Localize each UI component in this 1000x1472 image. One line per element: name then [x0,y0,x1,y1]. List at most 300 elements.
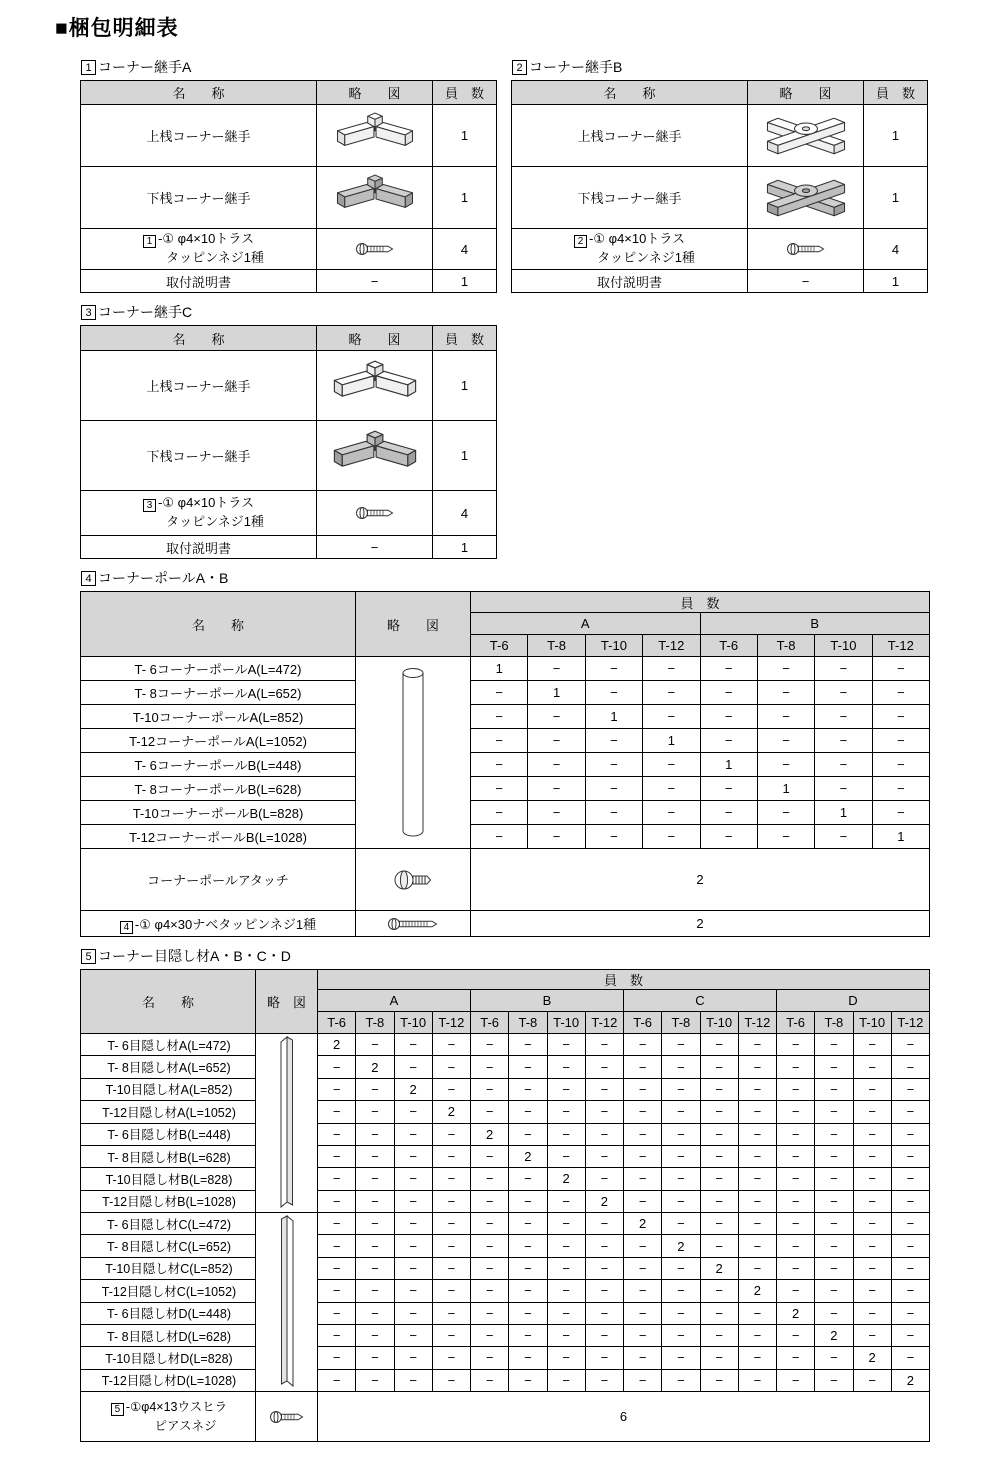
qty-cell: − [643,801,700,825]
size-header: T-8 [528,635,585,657]
part-name-line1 [514,230,745,249]
qty-cell: − [394,1257,432,1279]
qty-cell: − [318,1235,356,1257]
sketch-cell [317,421,433,491]
qty-cell: − [394,1235,432,1257]
part-name-cell: コーナーポールアタッチ [81,849,356,911]
qty-cell: − [700,1369,738,1391]
svg-element [334,173,416,223]
qty-cell: 2 [432,1101,470,1123]
sketch-cell [356,911,471,937]
qty-cell: − [585,1168,623,1190]
qty-cell: − [356,1302,394,1324]
size-header: T-6 [471,1012,509,1034]
sketch-cell [256,1392,318,1442]
tr-element [512,270,928,293]
qty-cell: − [624,1056,662,1078]
g-element [356,508,392,519]
size-header: T-12 [585,1012,623,1034]
qty-cell: − [471,1257,509,1279]
svg-element [274,1213,300,1391]
no-sketch-dash: − [801,273,810,289]
qty-cell: − [509,1168,547,1190]
qty-cell: − [318,1190,356,1212]
column-header: 略 図 [748,81,864,105]
sketch-cell [256,1213,318,1392]
part-name-cell: T-12目隠し材C(L=1052) [81,1280,256,1302]
g-element [337,113,412,145]
qty-cell: 2 [394,1078,432,1100]
qty-cell: − [509,1369,547,1391]
qty-cell: − [394,1302,432,1324]
group-header: B [471,990,624,1012]
ellipse-element [802,126,809,130]
qty-cell: − [662,1078,700,1100]
qty-cell: − [891,1034,929,1056]
svg-element [762,111,850,161]
qty-cell: − [700,1347,738,1369]
qty-cell: − [585,777,642,801]
qty-cell: − [872,705,929,729]
qty-cell: − [738,1235,776,1257]
qty-cell: − [853,1034,891,1056]
qty-cell: − [700,1145,738,1167]
joint-a-lower-sketch [319,173,430,223]
qty-cell: − [662,1369,700,1391]
qty-cell: − [662,1347,700,1369]
sketch-cell [317,229,433,270]
qty-cell: − [547,1101,585,1123]
qty-cell: − [700,801,757,825]
qty-cell: − [853,1056,891,1078]
part-name-cell: 下桟コーナー継手 [512,167,748,229]
g-element [281,1216,293,1386]
qty-cell: − [662,1034,700,1056]
qty-cell: − [432,1302,470,1324]
size-header: T-8 [509,1012,547,1034]
size-header: T-8 [757,635,814,657]
circle-element [787,244,798,255]
qty-cell: − [662,1280,700,1302]
qty-cell: − [777,1168,815,1190]
qty-cell: 1 [433,351,497,421]
qty-cell: 1 [700,753,757,777]
joint-a-upper-sketch [319,111,430,161]
path-element [281,1414,302,1420]
qty-cell: − [509,1257,547,1279]
qty-cell: − [777,1034,815,1056]
qty-cell: − [700,825,757,849]
qty-cell: − [547,1257,585,1279]
svg-element [354,241,396,257]
part-name-line2: タッピンネジ1種 [166,250,264,265]
qty-cell: − [394,1213,432,1235]
ref-sub-number: -① [125,1400,142,1415]
qty-cell: − [356,1235,394,1257]
size-header: T-6 [700,635,757,657]
svg-element [391,866,435,894]
qty-cell: − [318,1056,356,1078]
tr-element [81,1145,930,1167]
qty-cell: − [891,1347,929,1369]
g-element [337,175,412,207]
tr-element [512,229,928,270]
qty-cell: − [528,825,585,849]
ellipse-element [403,668,423,677]
qty-cell: − [700,1101,738,1123]
qty-cell: − [585,1302,623,1324]
size-header: T-12 [738,1012,776,1034]
qty-cell: − [815,1213,853,1235]
qty-cell: − [356,1123,394,1145]
qty-cell: − [547,1324,585,1346]
qty-cell: − [585,1235,623,1257]
qty-cell: − [509,1101,547,1123]
tr-element [81,229,497,270]
g-element [334,361,415,396]
tr-element [81,491,497,536]
qty-cell: − [356,1101,394,1123]
part-name-cell: T-10目隠し材A(L=852) [81,1078,256,1100]
qty-cell: − [509,1123,547,1145]
qty-cell: − [700,777,757,801]
joint-b-upper-sketch [750,111,861,161]
qty-cell: − [394,1056,432,1078]
qty-cell: − [471,1302,509,1324]
part-name-text: φ4×10トラス [608,231,685,247]
part-name-cell: T- 6目隠し材B(L=448) [81,1123,256,1145]
sketch-header: 略 図 [256,970,318,1034]
qty-cell: − [394,1034,432,1056]
qty-cell: − [585,1369,623,1391]
qty-cell: − [738,1190,776,1212]
qty-cell: − [394,1145,432,1167]
qty-cell: 2 [853,1347,891,1369]
screw-pierce-sketch [258,1409,315,1425]
column-header: 員 数 [433,326,497,351]
path-element [287,1037,293,1205]
pole-sketch [358,665,468,841]
size-header: T-8 [815,1012,853,1034]
tr-element [81,1369,930,1391]
no-sketch-dash: − [370,539,379,555]
qty-cell: − [757,729,814,753]
g-element [395,871,431,889]
part-name-cell: T-12コーナーポールB(L=1028) [81,825,356,849]
qty-cell: − [643,753,700,777]
qty-cell: − [853,1324,891,1346]
qty-cell: − [471,1347,509,1369]
tr-element [512,81,928,105]
qty-cell: − [700,705,757,729]
qty-cell: − [356,1347,394,1369]
part-name-cell: T- 6コーナーポールB(L=448) [81,753,356,777]
column-header: 名 称 [81,326,317,351]
qty-cell: − [318,1078,356,1100]
qty-cell: − [738,1168,776,1190]
qty-cell: − [432,1347,470,1369]
size-header: T-10 [700,1012,738,1034]
part-name-cell: T-10目隠し材B(L=828) [81,1168,256,1190]
g-element [356,244,392,255]
section-label [81,57,497,77]
qty-cell: − [643,681,700,705]
parts-table [80,325,497,559]
qty-cell: − [624,1123,662,1145]
qty-cell: − [815,1257,853,1279]
qty-cell: − [547,1145,585,1167]
qty-cell: 2 [624,1213,662,1235]
qty-cell: − [853,1123,891,1145]
qty-cell: − [394,1123,432,1145]
path-element [281,1037,287,1207]
qty-cell: − [891,1324,929,1346]
tr-element [512,105,928,167]
qty-cell: − [509,1056,547,1078]
tr-element [81,81,497,105]
tr-element [81,970,930,990]
qty-cell: − [356,1145,394,1167]
qty-cell: − [624,1168,662,1190]
qty-cell: − [471,1190,509,1212]
qty-cell: − [662,1123,700,1145]
tr-element [81,1347,930,1369]
svg-element [274,1034,300,1212]
qty-cell: − [891,1302,929,1324]
qty-cell: − [700,1235,738,1257]
screw-pan-sketch [358,916,468,932]
qty-cell: 1 [864,167,928,229]
qty-cell: − [585,801,642,825]
qty-cell: − [662,1324,700,1346]
qty-cell: − [815,1369,853,1391]
qty-cell: − [777,1056,815,1078]
joint-c-upper-sketch [319,358,430,414]
g-element [270,1411,302,1422]
qty-cell: − [394,1324,432,1346]
qty-cell: − [318,1123,356,1145]
section-label [81,946,1000,966]
ref-number: 1 [143,235,156,248]
qty-cell: − [624,1034,662,1056]
qty-cell: − [585,1213,623,1235]
qty-cell: − [585,1034,623,1056]
size-header: T-10 [585,635,642,657]
qty-cell: − [528,777,585,801]
svg-element [785,241,827,257]
group-header: A [471,613,701,635]
qty-cell: − [700,1213,738,1235]
size-header: T-6 [777,1012,815,1034]
part-name-cell: T-10コーナーポールB(L=828) [81,801,356,825]
qty-cell: − [738,1101,776,1123]
qty-cell: − [585,1145,623,1167]
qty-cell: − [662,1302,700,1324]
screw-truss-sketch [750,241,861,257]
section-number: 4 [81,571,96,586]
qty-cell: − [471,1324,509,1346]
qty-cell: − [624,1302,662,1324]
qty-cell: − [394,1280,432,1302]
qty-cell: − [853,1145,891,1167]
part-name-line2: タッピンネジ1種 [166,514,264,529]
qty-cell: 1 [528,681,585,705]
g-element [767,118,844,153]
qty-cell: − [394,1190,432,1212]
corner-joint-b-section [511,48,928,293]
qty-cell: 1 [585,705,642,729]
qty-cell: − [432,1123,470,1145]
ref-sub-number: -① [158,231,175,247]
qty-cell: − [872,801,929,825]
g-element [787,244,823,255]
qty-cell: − [318,1280,356,1302]
qty-cell: − [815,1190,853,1212]
size-header: T-10 [547,1012,585,1034]
qty-cell: 1 [815,801,872,825]
tr-element [81,1078,930,1100]
qty-cell: − [585,1280,623,1302]
qty-cell: − [624,1145,662,1167]
qty-cell: − [356,1324,394,1346]
svg-element [354,505,396,521]
tr-element [81,1392,930,1442]
section-number: 3 [81,305,96,320]
section-title: コーナー継手A [98,59,192,75]
qty-cell: − [471,777,528,801]
group-header: B [700,613,930,635]
circle-element [270,1411,281,1422]
part-name-line1 [83,494,314,513]
qty-cell: 4 [433,229,497,270]
ref-sub-number: -① [134,916,151,932]
qty-cell: − [432,1034,470,1056]
size-header: T-12 [891,1012,929,1034]
part-name-cell: 下桟コーナー継手 [81,421,317,491]
part-name-line1 [85,1398,253,1416]
section-number: 1 [81,60,96,75]
qty-header: 員 数 [471,592,930,613]
qty-cell: − [509,1302,547,1324]
qty-cell: 1 [643,729,700,753]
size-header: T-12 [872,635,929,657]
qty-cell: − [872,753,929,777]
qty-cell: − [585,753,642,777]
qty-cell: − [738,1369,776,1391]
tr-element [81,592,930,613]
qty-cell: − [853,1101,891,1123]
g-element [767,180,844,215]
parts-table [80,80,497,293]
qty-cell: − [853,1190,891,1212]
tr-element [81,681,930,705]
name-header: 名 称 [81,592,356,657]
qty-cell: − [471,1056,509,1078]
tr-element [81,1324,930,1346]
qty-cell: − [528,657,585,681]
joint-b-lower-sketch [750,173,861,223]
part-name-cell [81,1392,256,1442]
qty-cell: − [777,1190,815,1212]
qty-cell: − [777,1213,815,1235]
part-name-cell: T- 6コーナーポールA(L=472) [81,657,356,681]
qty-cell: 1 [872,825,929,849]
group-header: D [777,990,930,1012]
qty-cell: − [891,1280,929,1302]
screw-truss-sketch [319,241,430,257]
qty-cell: − [891,1168,929,1190]
qty-cell: − [432,1056,470,1078]
part-name-text: φ4×10トラス [177,495,254,511]
tr-element [81,1280,930,1302]
qty-cell: − [700,1034,738,1056]
qty-cell: − [777,1324,815,1346]
qty-cell: − [509,1078,547,1100]
part-name-text: φ4×13ウスヒラ [141,1400,228,1415]
qty-cell: − [471,1235,509,1257]
size-header: T-8 [356,1012,394,1034]
tr-element [81,729,930,753]
qty-cell: − [471,705,528,729]
qty-cell: − [471,825,528,849]
qty-cell: − [815,825,872,849]
qty-cell: 2 [662,1235,700,1257]
sketch-cell [317,351,433,421]
ref-sub-number: -① [589,231,606,247]
sketch-cell [748,105,864,167]
blind-table [80,969,930,1442]
path-element [281,1216,287,1384]
qty-cell: − [547,1056,585,1078]
qty-cell: 1 [757,777,814,801]
qty-cell: − [471,1369,509,1391]
qty-cell: − [585,1324,623,1346]
qty-cell: − [394,1347,432,1369]
tr-element [81,1190,930,1212]
qty-cell: − [662,1190,700,1212]
qty-cell: − [624,1324,662,1346]
part-name-cell: T- 8コーナーポールA(L=652) [81,681,356,705]
qty-cell: − [356,1078,394,1100]
qty-cell: − [853,1302,891,1324]
qty-cell: 1 [864,270,928,293]
top-tables-row [80,48,1000,293]
group-header: A [318,990,471,1012]
qty-cell: − [815,1101,853,1123]
qty-cell: − [700,729,757,753]
qty-cell: 2 [738,1280,776,1302]
pole-table [80,591,930,937]
column-header: 略 図 [317,81,433,105]
qty-cell: − [432,1324,470,1346]
qty-cell: − [471,1078,509,1100]
qty-cell: − [624,1369,662,1391]
column-header: 名 称 [81,81,317,105]
qty-cell: − [815,1034,853,1056]
qty-cell: − [509,1235,547,1257]
ref-sub-number: -① [158,495,175,511]
part-name-cell: T-10コーナーポールA(L=852) [81,705,356,729]
part-name-cell [81,911,356,937]
section-label [512,57,928,77]
tbody-element [81,81,497,293]
circle-element [356,508,367,519]
qty-cell: − [318,1101,356,1123]
qty-cell: − [815,705,872,729]
tr-element [81,270,497,293]
part-name-cell: T-12目隠し材D(L=1028) [81,1369,256,1391]
qty-cell: − [700,1302,738,1324]
